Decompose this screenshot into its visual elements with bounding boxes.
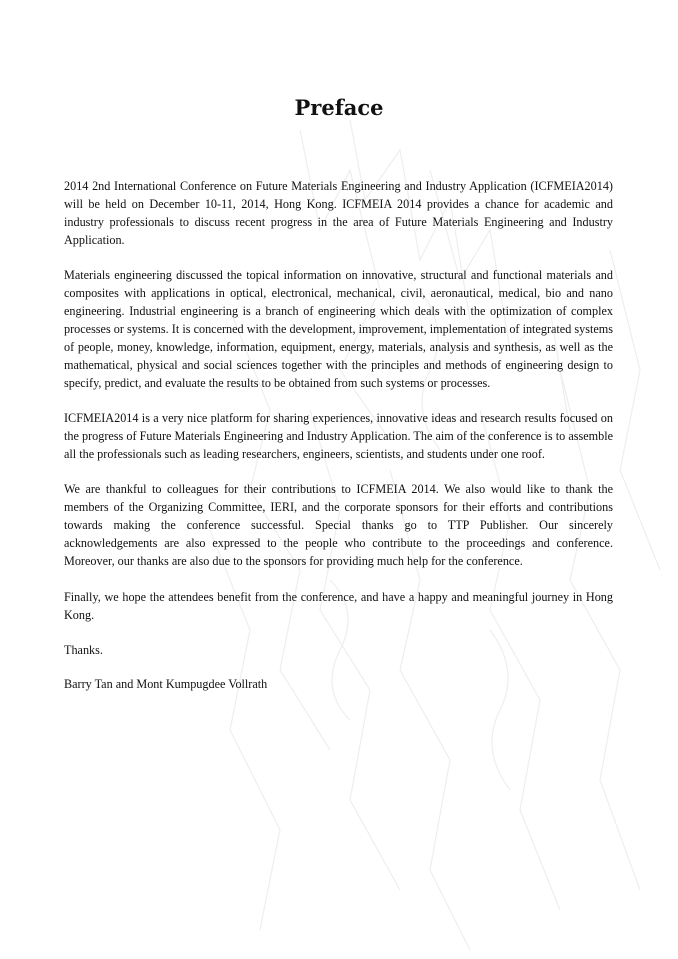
paragraph-closing-wish: Finally, we hope the attendees benefit from the conference, and have a happy and meaningful journey in Hong Kong.: [64, 589, 613, 622]
paragraph-materials-engineering: Materials engineering discussed the topical information on innovative, structural and functional materials and composites with applications in optical, electronical, mechanical, civil, aeronautical, medical, bio and nano engineering. Industrial engineering is a branch of engineering which deals with the optimization of complex processes or systems. It is concerned with the development, improvement, implementation of integrated systems of people, money, knowledge, information, equipment, energy, materials, analysis and synthesis, as well as the mathematical, physical and social sciences together with the principles and methods of engineering design to specify, predict, and evaluate the results to be obtained from such systems or processes.: [64, 268, 613, 390]
page-title: Preface: [294, 95, 384, 120]
preface-body: [64, 178, 613, 711]
paragraph-intro: 2014 2nd International Conference on Future Materials Engineering and Industry Application (ICFMEIA2014) will be held on December 10-11, 2014, Hong Kong. ICFMEIA 2014 provides a chance for academic and industry professionals to discuss recent progress in the area of Future Materials Engineering and Industry Application.: [64, 179, 613, 247]
signature: Barry Tan and Mont Kumpugdee Vollrath: [64, 676, 268, 691]
paragraph-acknowledgements: We are thankful to colleagues for their contributions to ICFMEIA 2014. We also would like to thank the members of the Organizing Committee, IERI, and the corporate sponsors for their efforts and contributions towards making the conference successful. Special thanks go to TTP Publisher. Our sincerely acknowledgements are also expressed to the people who contribute to the proceedings and conference. Moreover, our thanks are also due to the sponsors for providing much help for the conference.: [64, 482, 613, 569]
closing-thanks: Thanks.: [64, 643, 103, 657]
paragraph-conference-platform: ICFMEIA2014 is a very nice platform for sharing experiences, innovative ideas and research results focused on the progress of Future Materials Engineering and Industry Application. The aim of the conference is to assemble all the professionals such as leading researchers, engineers, scientists, and students under one roof.: [64, 411, 613, 461]
